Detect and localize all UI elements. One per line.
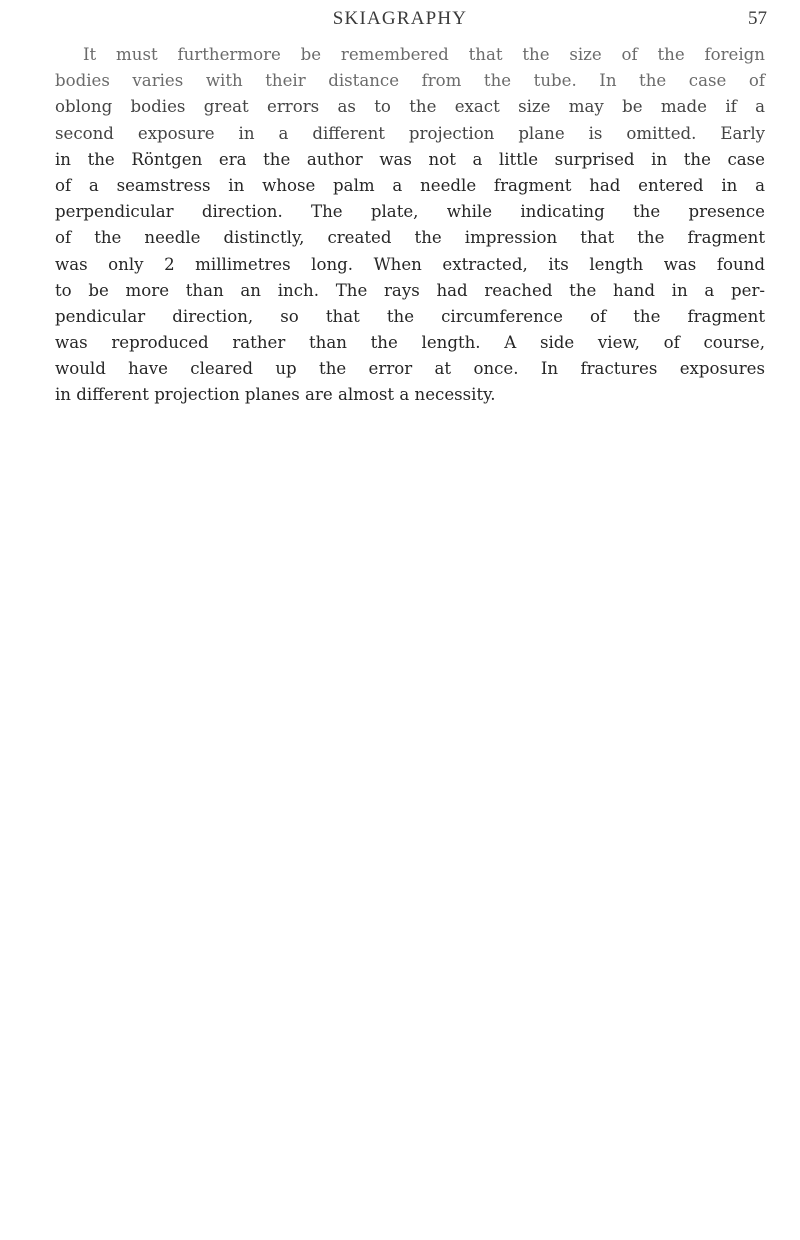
text-line: pendicular direction, so that the circumference of the fragment (55, 306, 765, 326)
text-line: would have cleared up the error at once. In fractures exposures (55, 359, 765, 379)
text-line: to be more than an inch. The rays had reached the hand in a per- (55, 280, 765, 300)
text-line: oblong bodies great errors as to the exact size may be made if a (55, 97, 765, 117)
text-line: of a seamstress in whose palm a needle fragment had entered in a (55, 175, 765, 195)
text-line: second exposure in a different projection plane is omitted. Early (55, 123, 765, 143)
text-line: It must furthermore be remembered that the size of the foreign (83, 45, 765, 64)
running-head (0, 4, 800, 40)
text-line: was reproduced rather than the length. A side view, of course, (55, 333, 765, 353)
body-paragraph (55, 42, 765, 409)
page-number: 57 (748, 8, 767, 29)
running-title: SKIAGRAPHY (332, 8, 468, 29)
text-line: was only 2 millimetres long. When extracted, its length was found (55, 254, 765, 274)
text-line: in different projection planes are almost a necessity. (55, 385, 496, 405)
text-line: of the needle distinctly, created the impression that the fragment (55, 228, 765, 248)
text-line: perpendicular direction. The plate, while indicating the presence (55, 202, 765, 222)
text-line: in the Röntgen era the author was not a little surprised in the case (55, 149, 765, 169)
text-line: bodies varies with their distance from the tube. In the case of (55, 71, 765, 91)
